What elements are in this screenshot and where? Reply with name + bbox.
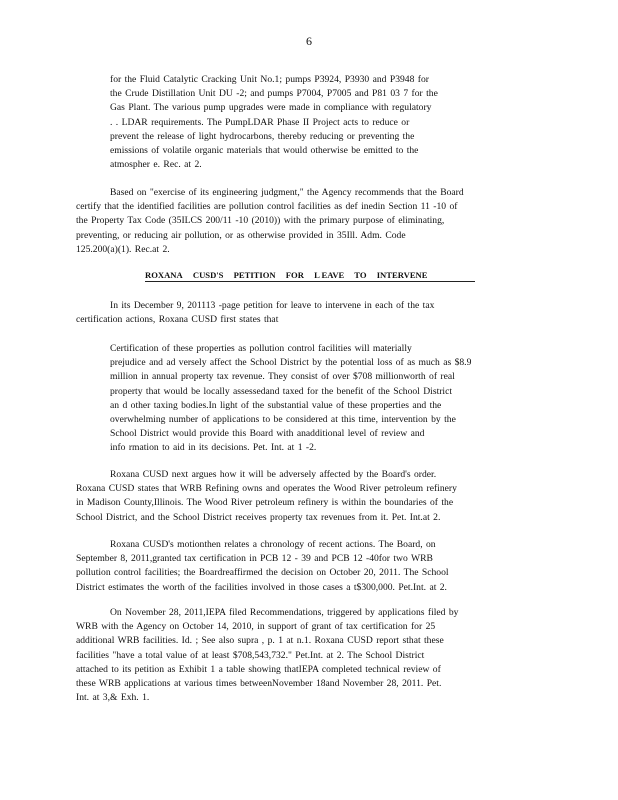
heading-word: ROXANA [145, 270, 183, 280]
text-line: facilities "have a total value of at least $708,543,732." Pet.Int. at 2. The School District [76, 649, 425, 661]
block-quote-petition [110, 342, 530, 456]
heading-word: PETITION [233, 270, 276, 280]
text-line: these WRB applications at various times betweenNovember 18and November 28, 2011. Pet. [76, 678, 442, 690]
text-line: 125.200(a)(1). Rec.at 2. [76, 243, 170, 255]
heading-word: L EAVE [314, 270, 345, 280]
text-line: an d other taxing bodies.In light of the substantial value of these properties and the [110, 399, 442, 411]
text-line: On November 28, 2011,IEPA filed Recommendations, triggered by applications filed by [110, 607, 459, 618]
text-line: Roxana CUSD's motionthen relates a chronology of recent actions. The Board, on [110, 539, 436, 550]
text-line: certify that the identified facilities are pollution control facilities as def inedin Section 11 -10 of [76, 201, 458, 213]
paragraph-adverse-effect [76, 468, 532, 525]
paragraph-petition-intro [76, 299, 532, 327]
text-line: property that would be locally assessedand taxed for the benefit of the School District [110, 385, 453, 397]
text-line: in Madison County,Illinois. The Wood River petroleum refinery is within the boundaries of the [76, 497, 454, 509]
text-line: District estimates the worth of the facilities involved in those cases a t$300,000. Pet.Int. at 2. [76, 581, 447, 593]
text-line: WRB with the Agency on October 14, 2010, in support of grant of tax certification for 25 [76, 621, 436, 633]
paragraph-agency-recommendation [76, 186, 532, 257]
text-line: Certification of these properties as pollution control facilities will materially [110, 343, 412, 354]
block-quote-rec [110, 73, 500, 172]
text-line: preventing, or reducing air pollution, or as otherwise provided in 35Ill. Adm. Code [76, 229, 406, 241]
heading-word: TO [354, 270, 367, 280]
text-line: School District would provide this Board with anadditional level of review and [110, 428, 425, 440]
text-line: School District, and the School District receives property tax revenues from it. Pet. Int.at 2. [76, 511, 441, 523]
heading-word: INTERVENE [376, 270, 428, 280]
heading-word: FOR [285, 270, 304, 280]
text-line: pollution control facilities; the Boardreaffirmed the decision on October 20, 2011. The School [76, 567, 449, 579]
text-line: Based on "exercise of its engineering judgment," the Agency recommends that the Board [110, 187, 464, 198]
text-line: info rmation to aid in its decisions. Pet. Int. at 1 -2. [110, 442, 317, 454]
page-number: 6 [306, 34, 312, 48]
text-line: for the Fluid Catalytic Cracking Unit No.1; pumps P3924, P3930 and P3948 for [110, 74, 429, 85]
text-line: In its December 9, 201113 -page petition for leave to intervene in each of the tax [110, 300, 435, 311]
text-line: million in annual property tax revenue. They consist of over $708 millionworth of real [110, 371, 455, 383]
text-line: attached to its petition as Exhibit 1 a table showing thatIEPA completed technical review of [76, 663, 441, 675]
text-line: Int. at 3,& Exh. 1. [76, 692, 150, 704]
text-line: . . LDAR requirements. The PumpLDAR Phase II Project acts to reduce or [110, 116, 410, 128]
text-line: prejudice and ad versely affect the School District by the potential loss of as much as $8.9 [110, 357, 472, 369]
section-heading [145, 270, 475, 282]
text-line: additional WRB facilities. Id. ; See also supra , p. 1 at n.1. Roxana CUSD report sthat these [76, 635, 444, 647]
text-line: Roxana CUSD next argues how it will be adversely affected by the Board's order. [110, 469, 437, 480]
text-line: the Property Tax Code (35ILCS 200/11 -10 (2010)) with the primary purpose of eliminating, [76, 215, 445, 227]
text-line: Gas Plant. The various pump upgrades were made in compliance with regulatory [110, 102, 432, 114]
paragraph-iepa-recommendations [76, 606, 536, 705]
text-line: September 8, 2011,granted tax certification in PCB 12 - 39 and PCB 12 -40for two WRB [76, 553, 433, 565]
text-line: prevent the release of light hydrocarbons, thereby reducing or preventing the [110, 130, 415, 142]
paragraph-chronology [76, 538, 532, 595]
text-line: emissions of volatile organic materials that would otherwise be emitted to the [110, 145, 419, 157]
text-line: certification actions, Roxana CUSD first states that [76, 314, 279, 326]
text-line: atmospher e. Rec. at 2. [110, 159, 202, 171]
heading-word: CUSD'S [192, 270, 224, 280]
text-line: the Crude Distillation Unit DU -2; and pumps P7004, P7005 and P81 03 7 for the [110, 88, 438, 100]
text-line: Roxana CUSD states that WRB Refining owns and operates the Wood River petroleum refinery [76, 483, 457, 495]
text-line: overwhelming number of applications to be considered at this time, intervention by the [110, 414, 456, 426]
